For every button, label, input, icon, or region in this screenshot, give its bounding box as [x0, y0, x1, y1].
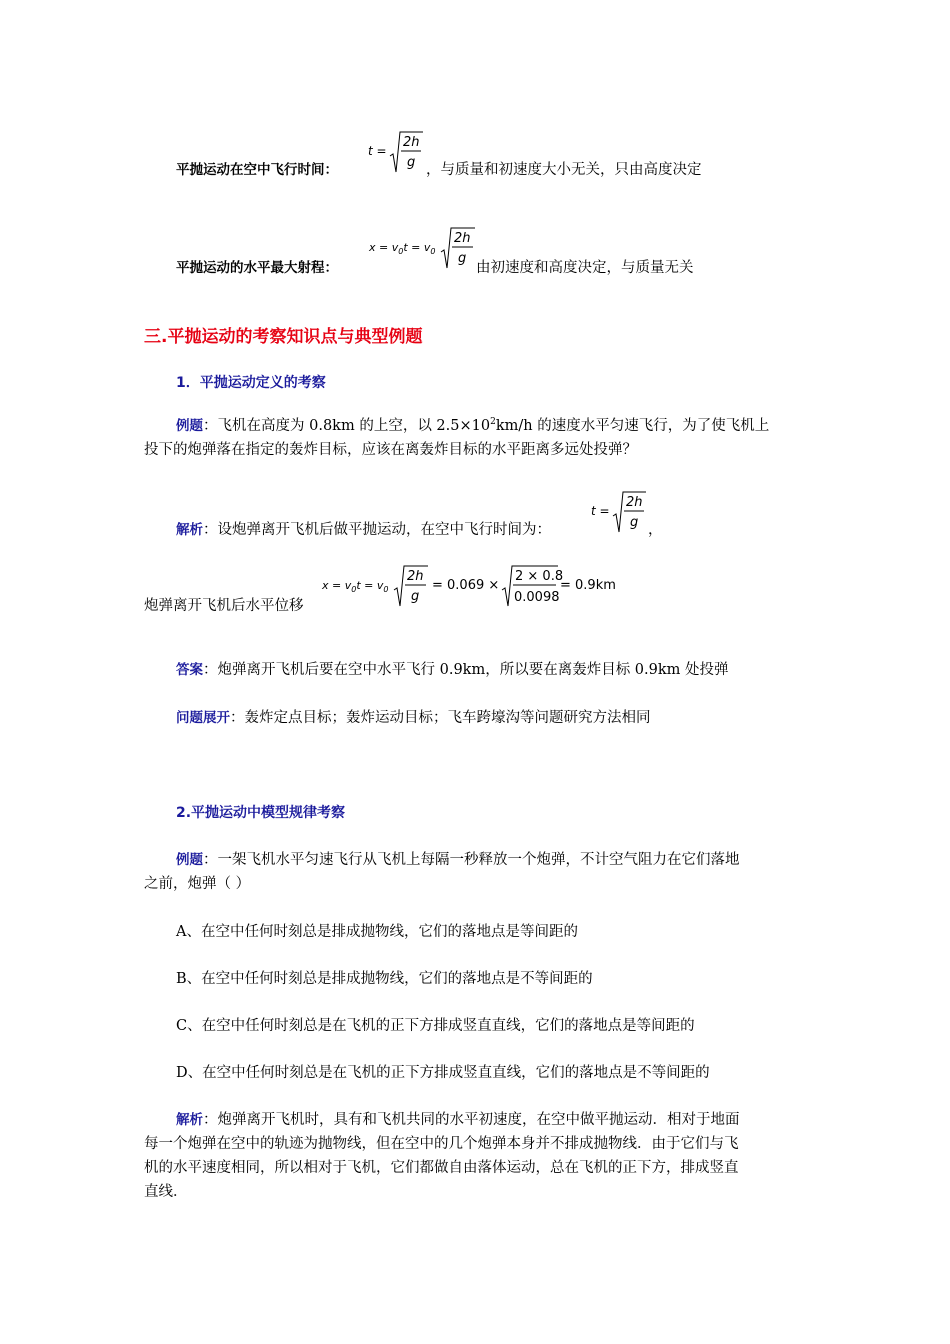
subsection-1-heading: 1．平抛运动定义的考察 — [176, 375, 326, 391]
formula-numerator: 2h — [403, 135, 420, 150]
formula-t-lhs-2: t = — [591, 504, 610, 518]
section-heading: 三.平抛运动的考察知识点与典型例题 — [144, 327, 423, 347]
formula-full-mid: = 0.069 × — [432, 578, 500, 593]
example-2-label: 例题 — [176, 852, 203, 868]
example-1-label: 例题 — [176, 418, 203, 434]
example-1-line-2: 投下的炮弹落在指定的轰炸目标，应该在离轰炸目标的水平距离多远处投弹？ — [144, 442, 637, 458]
analysis-2-label: 解析 — [176, 1112, 203, 1128]
answer-1-line — [176, 660, 729, 680]
formula-full-den: 0.0098 — [514, 590, 560, 605]
svg-text:x = v0t = v0 — [321, 579, 388, 594]
time-formula — [365, 124, 425, 178]
example-2-line-2: 之前，炮弹（ ） — [144, 876, 251, 892]
formula-denominator-b: g — [458, 251, 467, 266]
analysis-1-text: ：设炮弹离开飞机后做平抛运动，在空中飞行时间为： — [203, 522, 551, 538]
formula-t-mid-3: t = v — [356, 579, 384, 592]
example-2-paragraph — [144, 848, 794, 896]
formula-denominator: g — [407, 155, 416, 170]
option-c: C、在空中任何时刻总是在飞机的正下方排成竖直直线，它们的落地点是等间距的 — [176, 1018, 695, 1034]
formula-t-lhs: t = — [368, 144, 387, 158]
formula-full-num: 2 × 0.8 — [515, 569, 564, 584]
analysis-1-label: 解析 — [176, 522, 203, 538]
analysis-2-line-3: 机的水平速度相同，所以相对于飞机，它们都做自由落体运动，总在飞机的正下方，排成竖直 — [144, 1160, 739, 1176]
extension-1-label: 问题展开 — [176, 710, 230, 726]
formula-sub0-b: 0 — [430, 247, 436, 256]
extension-1-text: ：轰炸定点目标；轰炸运动目标；飞车跨壕沟等问题研究方法相同 — [230, 710, 651, 726]
option-b: B、在空中任何时刻总是排成抛物线，它们的落地点是不等间距的 — [176, 971, 593, 987]
max-range-label: 平抛运动的水平最大射程： — [176, 260, 338, 276]
answer-1-label: 答案 — [176, 662, 203, 678]
formula-full-result: = 0.9km — [560, 578, 616, 593]
example-1-sup: 2 — [490, 417, 496, 428]
formula-sub0-3: 0 — [351, 585, 357, 594]
analysis-2-line-2: 每一个炮弹在空中的轨迹为抛物线，但在空中的几个炮弹本身并不排成抛物线．由于它们与飞 — [144, 1136, 739, 1152]
option-a: A、在空中任何时刻总是排成抛物线，它们的落地点是等间距的 — [176, 924, 578, 940]
example-1-text-a: ：飞机在高度为 0.8km 的上空，以 2.5×10 — [203, 418, 491, 434]
flight-time-label: 平抛运动在空中飞行时间： — [176, 162, 338, 178]
analysis-2-text-1: ：炮弹离开飞机时，具有和飞机共同的水平初速度，在空中做平抛运动．相对于地面 — [203, 1112, 740, 1128]
example-2-line-1 — [144, 848, 794, 872]
analysis-2-line-1 — [144, 1108, 794, 1132]
displacement-text: 炮弹离开飞机后水平位移 — [144, 598, 304, 614]
example-1-text-b: km/h 的速度水平匀速飞行，为了使飞机上 — [495, 418, 770, 434]
formula-x-lhs: x = v — [369, 241, 399, 254]
answer-1-text: ：炮弹离开飞机后要在空中水平飞行 0.9km，所以要在离轰炸目标 0.9km 处投弹 — [203, 662, 729, 678]
formula-sub0-3b: 0 — [383, 585, 389, 594]
extension-1-line — [176, 708, 651, 728]
analysis-2-line-4: 直线． — [144, 1184, 188, 1200]
flight-time-tail: ，与质量和初速度大小无关，只由高度决定 — [426, 162, 702, 178]
formula-sub0: 0 — [398, 247, 404, 256]
example-2-text-a: ：一架飞机水平匀速飞行从飞机上每隔一秒释放一个炮弹，不计空气阻力在它们落地 — [203, 852, 740, 868]
svg-text:x = v0t = v0 — [368, 241, 435, 256]
formula-denominator-3: g — [411, 589, 420, 604]
displacement-formula — [318, 560, 618, 614]
formula-numerator-b: 2h — [454, 231, 471, 246]
formula-numerator-2: 2h — [626, 495, 643, 510]
range-formula — [365, 222, 477, 276]
max-range-tail: 由初速度和高度决定，与质量无关 — [476, 260, 694, 276]
analysis-1-line — [176, 520, 551, 540]
example-1-line-1 — [144, 414, 794, 438]
analysis-time-formula — [588, 484, 648, 538]
option-d: D、在空中任何时刻总是在飞机的正下方排成竖直直线，它们的落地点是不等间距的 — [176, 1065, 710, 1081]
formula-numerator-3: 2h — [407, 569, 424, 584]
subsection-2-heading: 2.平抛运动中模型规律考察 — [176, 805, 346, 821]
analysis-1-tail: ， — [648, 522, 663, 538]
analysis-2-paragraph — [144, 1108, 794, 1204]
example-1-paragraph — [144, 414, 794, 462]
formula-denominator-2: g — [630, 515, 639, 530]
formula-t-mid: t = v — [403, 241, 431, 254]
formula-x-lhs-3: x = v — [322, 579, 352, 592]
